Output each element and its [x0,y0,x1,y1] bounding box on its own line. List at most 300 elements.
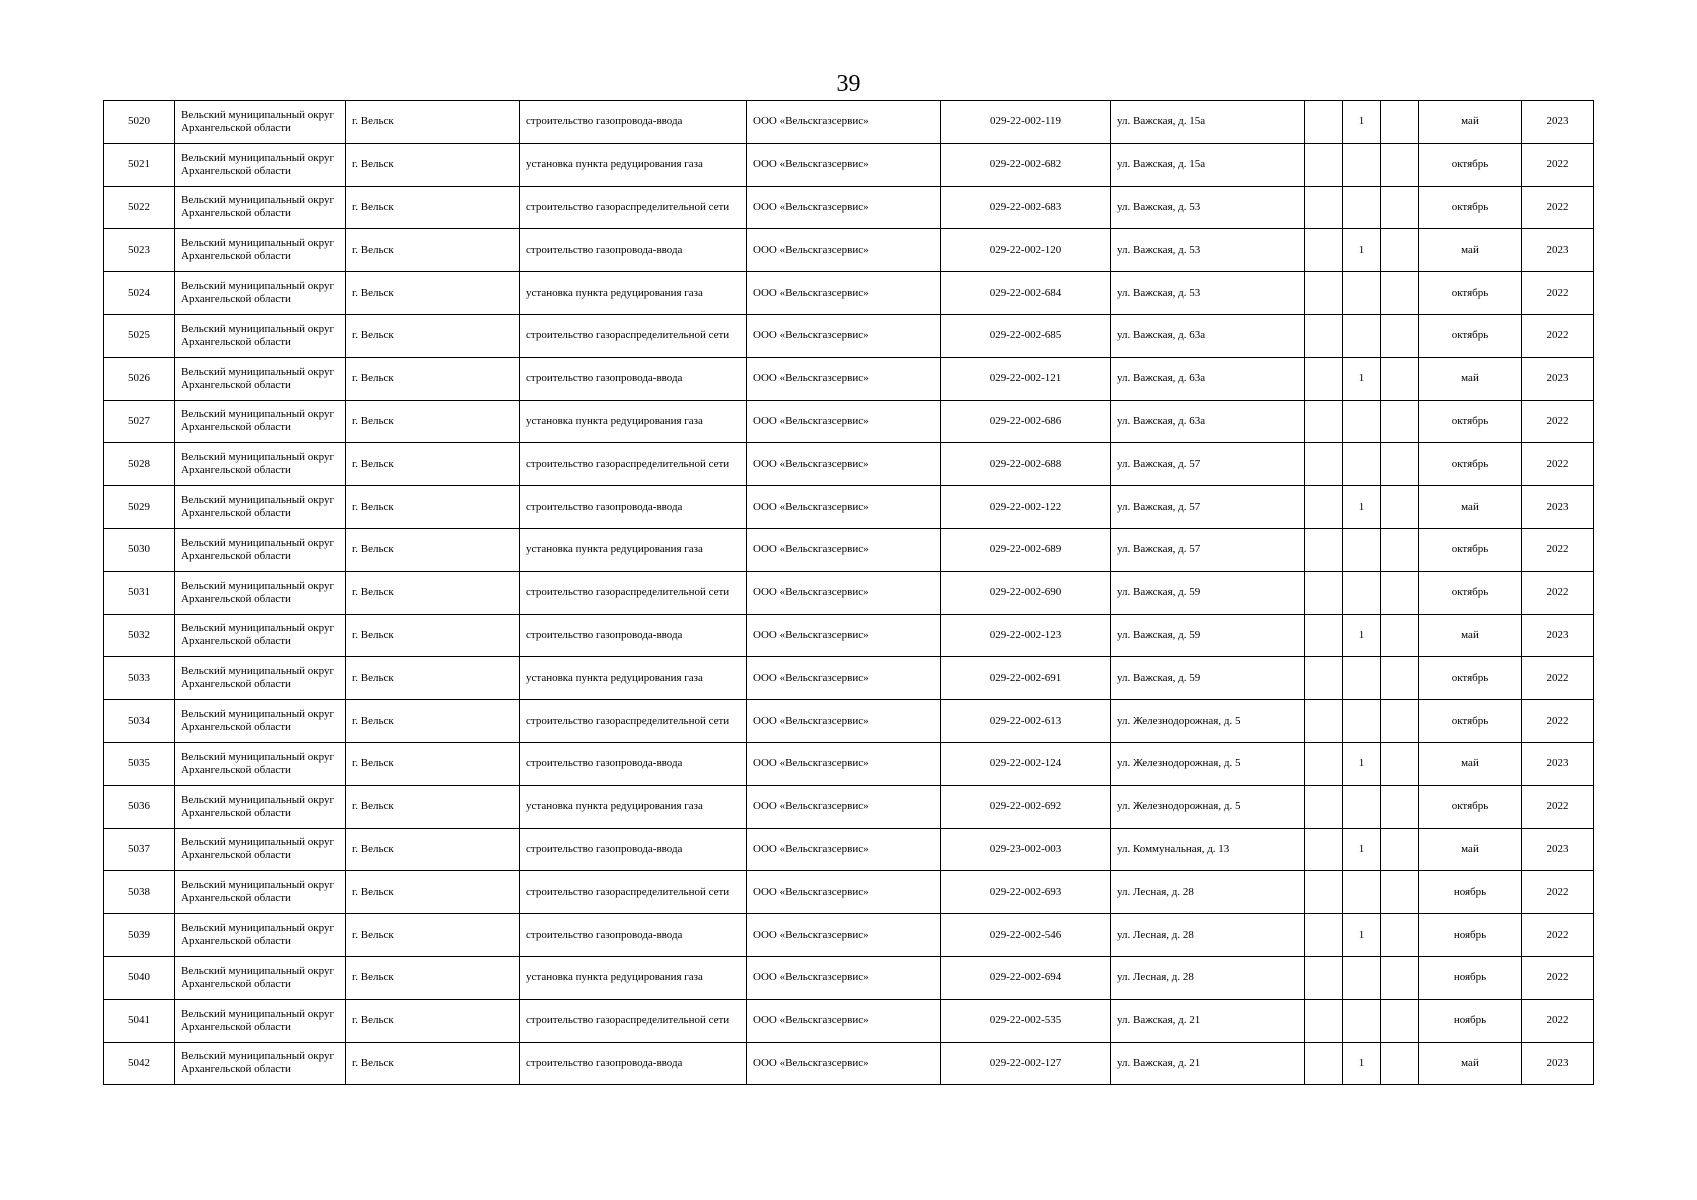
object-code-cell: 029-22-002-121 [941,357,1111,400]
address-cell: ул. Железнодорожная, д. 5 [1111,742,1305,785]
table-row [104,871,1594,914]
month-cell: октябрь [1419,657,1522,700]
empty-cell [1305,785,1343,828]
quantity-cell: 1 [1343,357,1381,400]
district-cell: Вельский муниципальный округ Архангельской области [175,571,346,614]
work-type-cell: строительство газораспределительной сети [520,443,747,486]
district-cell: Вельский муниципальный округ Архангельской области [175,614,346,657]
address-cell: ул. Лесная, д. 28 [1111,956,1305,999]
empty-cell [1305,272,1343,315]
quantity-cell [1343,528,1381,571]
district-cell: Вельский муниципальный округ Архангельской области [175,700,346,743]
year-cell: 2022 [1522,914,1594,957]
organization-cell: ООО «Вельскгазсервис» [747,742,941,785]
organization-cell: ООО «Вельскгазсервис» [747,229,941,272]
row-number: 5032 [104,614,175,657]
city-cell: г. Вельск [346,528,520,571]
row-number: 5026 [104,357,175,400]
empty-cell [1381,742,1419,785]
row-number: 5027 [104,400,175,443]
address-cell: ул. Важская, д. 59 [1111,571,1305,614]
year-cell: 2022 [1522,700,1594,743]
district-cell: Вельский муниципальный округ Архангельской области [175,871,346,914]
month-cell: ноябрь [1419,999,1522,1042]
object-code-cell: 029-22-002-685 [941,314,1111,357]
work-type-cell: строительство газопровода-ввода [520,1042,747,1085]
address-cell: ул. Важская, д. 63а [1111,357,1305,400]
year-cell: 2022 [1522,400,1594,443]
empty-cell [1381,999,1419,1042]
table-body [104,101,1594,1085]
district-cell: Вельский муниципальный округ Архангельской области [175,999,346,1042]
empty-cell [1305,314,1343,357]
row-number: 5029 [104,486,175,529]
empty-cell [1305,657,1343,700]
city-cell: г. Вельск [346,956,520,999]
district-cell: Вельский муниципальный округ Архангельской области [175,357,346,400]
district-cell: Вельский муниципальный округ Архангельской области [175,314,346,357]
empty-cell [1305,1042,1343,1085]
empty-cell [1381,443,1419,486]
quantity-cell: 1 [1343,229,1381,272]
table-row [104,614,1594,657]
empty-cell [1381,956,1419,999]
quantity-cell [1343,571,1381,614]
year-cell: 2022 [1522,999,1594,1042]
district-cell: Вельский муниципальный округ Архангельской области [175,186,346,229]
empty-cell [1381,871,1419,914]
quantity-cell [1343,400,1381,443]
month-cell: октябрь [1419,272,1522,315]
empty-cell [1305,143,1343,186]
empty-cell [1381,614,1419,657]
district-cell: Вельский муниципальный округ Архангельской области [175,528,346,571]
empty-cell [1305,742,1343,785]
organization-cell: ООО «Вельскгазсервис» [747,486,941,529]
object-code-cell: 029-22-002-689 [941,528,1111,571]
row-number: 5037 [104,828,175,871]
organization-cell: ООО «Вельскгазсервис» [747,657,941,700]
empty-cell [1381,1042,1419,1085]
organization-cell: ООО «Вельскгазсервис» [747,914,941,957]
empty-cell [1305,400,1343,443]
work-type-cell: строительство газораспределительной сети [520,571,747,614]
month-cell: май [1419,229,1522,272]
empty-cell [1381,914,1419,957]
organization-cell: ООО «Вельскгазсервис» [747,571,941,614]
empty-cell [1305,999,1343,1042]
city-cell: г. Вельск [346,143,520,186]
year-cell: 2023 [1522,229,1594,272]
district-cell: Вельский муниципальный округ Архангельской области [175,828,346,871]
organization-cell: ООО «Вельскгазсервис» [747,785,941,828]
organization-cell: ООО «Вельскгазсервис» [747,101,941,144]
address-cell: ул. Важская, д. 59 [1111,614,1305,657]
row-number: 5023 [104,229,175,272]
quantity-cell [1343,956,1381,999]
year-cell: 2022 [1522,785,1594,828]
object-code-cell: 029-22-002-688 [941,443,1111,486]
address-cell: ул. Важская, д. 21 [1111,1042,1305,1085]
table-row [104,272,1594,315]
table-row [104,101,1594,144]
empty-cell [1381,186,1419,229]
table-row [104,999,1594,1042]
row-number: 5025 [104,314,175,357]
quantity-cell [1343,186,1381,229]
city-cell: г. Вельск [346,871,520,914]
table-row [104,357,1594,400]
city-cell: г. Вельск [346,229,520,272]
city-cell: г. Вельск [346,785,520,828]
row-number: 5039 [104,914,175,957]
organization-cell: ООО «Вельскгазсервис» [747,186,941,229]
district-cell: Вельский муниципальный округ Архангельской области [175,657,346,700]
object-code-cell: 029-22-002-122 [941,486,1111,529]
year-cell: 2022 [1522,272,1594,315]
organization-cell: ООО «Вельскгазсервис» [747,614,941,657]
table-row [104,528,1594,571]
row-number: 5028 [104,443,175,486]
quantity-cell [1343,657,1381,700]
organization-cell: ООО «Вельскгазсервис» [747,443,941,486]
district-cell: Вельский муниципальный округ Архангельской области [175,914,346,957]
month-cell: октябрь [1419,528,1522,571]
object-code-cell: 029-22-002-613 [941,700,1111,743]
row-number: 5041 [104,999,175,1042]
district-cell: Вельский муниципальный округ Архангельской области [175,742,346,785]
empty-cell [1381,314,1419,357]
month-cell: октябрь [1419,143,1522,186]
city-cell: г. Вельск [346,914,520,957]
address-cell: ул. Важская, д. 53 [1111,272,1305,315]
empty-cell [1305,443,1343,486]
table-row [104,914,1594,957]
table-row [104,143,1594,186]
object-code-cell: 029-22-002-535 [941,999,1111,1042]
organization-cell: ООО «Вельскгазсервис» [747,1042,941,1085]
quantity-cell: 1 [1343,101,1381,144]
row-number: 5036 [104,785,175,828]
address-cell: ул. Железнодорожная, д. 5 [1111,700,1305,743]
city-cell: г. Вельск [346,828,520,871]
work-type-cell: строительство газопровода-ввода [520,614,747,657]
empty-cell [1305,186,1343,229]
district-cell: Вельский муниципальный округ Архангельской области [175,486,346,529]
object-code-cell: 029-22-002-124 [941,742,1111,785]
organization-cell: ООО «Вельскгазсервис» [747,314,941,357]
row-number: 5034 [104,700,175,743]
city-cell: г. Вельск [346,742,520,785]
row-number: 5033 [104,657,175,700]
quantity-cell [1343,999,1381,1042]
work-type-cell: установка пункта редуцирования газа [520,143,747,186]
city-cell: г. Вельск [346,486,520,529]
work-type-cell: установка пункта редуцирования газа [520,785,747,828]
quantity-cell [1343,700,1381,743]
city-cell: г. Вельск [346,443,520,486]
address-cell: ул. Важская, д. 57 [1111,486,1305,529]
row-number: 5040 [104,956,175,999]
district-cell: Вельский муниципальный округ Архангельской области [175,143,346,186]
page-number: 39 [836,71,861,97]
city-cell: г. Вельск [346,700,520,743]
work-type-cell: строительство газопровода-ввода [520,914,747,957]
table-row [104,657,1594,700]
object-code-cell: 029-22-002-690 [941,571,1111,614]
year-cell: 2022 [1522,871,1594,914]
row-number: 5035 [104,742,175,785]
work-type-cell: строительство газораспределительной сети [520,700,747,743]
address-cell: ул. Лесная, д. 28 [1111,914,1305,957]
year-cell: 2023 [1522,742,1594,785]
city-cell: г. Вельск [346,314,520,357]
work-type-cell: строительство газопровода-ввода [520,229,747,272]
empty-cell [1381,571,1419,614]
quantity-cell: 1 [1343,742,1381,785]
work-type-cell: установка пункта редуцирования газа [520,400,747,443]
empty-cell [1305,828,1343,871]
empty-cell [1381,657,1419,700]
empty-cell [1305,871,1343,914]
table-row [104,186,1594,229]
row-number: 5022 [104,186,175,229]
year-cell: 2023 [1522,828,1594,871]
address-cell: ул. Важская, д. 15а [1111,143,1305,186]
address-cell: ул. Важская, д. 57 [1111,443,1305,486]
row-number: 5031 [104,571,175,614]
work-type-cell: установка пункта редуцирования газа [520,272,747,315]
organization-cell: ООО «Вельскгазсервис» [747,357,941,400]
quantity-cell: 1 [1343,1042,1381,1085]
organization-cell: ООО «Вельскгазсервис» [747,528,941,571]
work-type-cell: строительство газораспределительной сети [520,871,747,914]
city-cell: г. Вельск [346,657,520,700]
year-cell: 2022 [1522,657,1594,700]
year-cell: 2022 [1522,443,1594,486]
city-cell: г. Вельск [346,101,520,144]
district-cell: Вельский муниципальный округ Архангельской области [175,443,346,486]
district-cell: Вельский муниципальный округ Архангельской области [175,101,346,144]
month-cell: октябрь [1419,400,1522,443]
district-cell: Вельский муниципальный округ Архангельской области [175,1042,346,1085]
city-cell: г. Вельск [346,571,520,614]
month-cell: октябрь [1419,700,1522,743]
quantity-cell [1343,314,1381,357]
table-row [104,571,1594,614]
month-cell: ноябрь [1419,914,1522,957]
address-cell: ул. Важская, д. 63а [1111,314,1305,357]
empty-cell [1305,571,1343,614]
table-row [104,700,1594,743]
table-row [104,1042,1594,1085]
object-code-cell: 029-22-002-686 [941,400,1111,443]
object-code-cell: 029-22-002-684 [941,272,1111,315]
empty-cell [1381,486,1419,529]
month-cell: октябрь [1419,443,1522,486]
table-row [104,785,1594,828]
empty-cell [1305,614,1343,657]
object-code-cell: 029-22-002-119 [941,101,1111,144]
month-cell: май [1419,828,1522,871]
work-type-cell: строительство газораспределительной сети [520,314,747,357]
object-code-cell: 029-22-002-683 [941,186,1111,229]
object-code-cell: 029-22-002-694 [941,956,1111,999]
district-cell: Вельский муниципальный округ Архангельской области [175,400,346,443]
address-cell: ул. Важская, д. 57 [1111,528,1305,571]
row-number: 5024 [104,272,175,315]
empty-cell [1305,101,1343,144]
organization-cell: ООО «Вельскгазсервис» [747,828,941,871]
quantity-cell [1343,443,1381,486]
address-cell: ул. Важская, д. 15а [1111,101,1305,144]
empty-cell [1381,143,1419,186]
object-code-cell: 029-22-002-120 [941,229,1111,272]
city-cell: г. Вельск [346,1042,520,1085]
district-cell: Вельский муниципальный округ Архангельской области [175,956,346,999]
quantity-cell: 1 [1343,614,1381,657]
work-type-cell: строительство газопровода-ввода [520,486,747,529]
month-cell: октябрь [1419,571,1522,614]
district-cell: Вельский муниципальный округ Архангельской области [175,229,346,272]
address-cell: ул. Железнодорожная, д. 5 [1111,785,1305,828]
quantity-cell [1343,143,1381,186]
district-cell: Вельский муниципальный округ Архангельской области [175,272,346,315]
work-type-cell: строительство газопровода-ввода [520,357,747,400]
address-cell: ул. Важская, д. 21 [1111,999,1305,1042]
object-code-cell: 029-22-002-546 [941,914,1111,957]
table-row [104,443,1594,486]
empty-cell [1305,956,1343,999]
year-cell: 2022 [1522,571,1594,614]
empty-cell [1381,272,1419,315]
work-type-cell: установка пункта редуцирования газа [520,528,747,571]
empty-cell [1305,229,1343,272]
empty-cell [1381,828,1419,871]
quantity-cell [1343,785,1381,828]
address-cell: ул. Важская, д. 59 [1111,657,1305,700]
empty-cell [1381,357,1419,400]
quantity-cell: 1 [1343,486,1381,529]
organization-cell: ООО «Вельскгазсервис» [747,956,941,999]
empty-cell [1381,528,1419,571]
quantity-cell: 1 [1343,828,1381,871]
quantity-cell [1343,272,1381,315]
month-cell: май [1419,1042,1522,1085]
organization-cell: ООО «Вельскгазсервис» [747,700,941,743]
address-cell: ул. Важская, д. 53 [1111,229,1305,272]
row-number: 5030 [104,528,175,571]
address-cell: ул. Коммунальная, д. 13 [1111,828,1305,871]
month-cell: май [1419,614,1522,657]
row-number: 5021 [104,143,175,186]
object-code-cell: 029-22-002-123 [941,614,1111,657]
organization-cell: ООО «Вельскгазсервис» [747,999,941,1042]
row-number: 5020 [104,101,175,144]
year-cell: 2023 [1522,1042,1594,1085]
object-code-cell: 029-22-002-692 [941,785,1111,828]
empty-cell [1381,400,1419,443]
work-type-cell: строительство газораспределительной сети [520,999,747,1042]
organization-cell: ООО «Вельскгазсервис» [747,400,941,443]
empty-cell [1381,785,1419,828]
city-cell: г. Вельск [346,272,520,315]
year-cell: 2022 [1522,956,1594,999]
table-row [104,400,1594,443]
address-cell: ул. Важская, д. 63а [1111,400,1305,443]
quantity-cell: 1 [1343,914,1381,957]
table-row [104,956,1594,999]
month-cell: ноябрь [1419,871,1522,914]
city-cell: г. Вельск [346,400,520,443]
empty-cell [1305,486,1343,529]
empty-cell [1381,700,1419,743]
object-code-cell: 029-22-002-127 [941,1042,1111,1085]
empty-cell [1305,357,1343,400]
table-row [104,229,1594,272]
work-type-cell: установка пункта редуцирования газа [520,657,747,700]
empty-cell [1381,101,1419,144]
quantity-cell [1343,871,1381,914]
work-type-cell: строительство газопровода-ввода [520,101,747,144]
year-cell: 2022 [1522,314,1594,357]
address-cell: ул. Важская, д. 53 [1111,186,1305,229]
month-cell: май [1419,486,1522,529]
city-cell: г. Вельск [346,357,520,400]
address-cell: ул. Лесная, д. 28 [1111,871,1305,914]
work-type-cell: строительство газопровода-ввода [520,828,747,871]
month-cell: май [1419,742,1522,785]
object-code-cell: 029-22-002-691 [941,657,1111,700]
month-cell: октябрь [1419,785,1522,828]
empty-cell [1305,914,1343,957]
year-cell: 2023 [1522,614,1594,657]
year-cell: 2022 [1522,143,1594,186]
empty-cell [1305,700,1343,743]
table-row [104,314,1594,357]
year-cell: 2023 [1522,101,1594,144]
year-cell: 2022 [1522,528,1594,571]
work-type-cell: строительство газораспределительной сети [520,186,747,229]
city-cell: г. Вельск [346,186,520,229]
object-code-cell: 029-23-002-003 [941,828,1111,871]
organization-cell: ООО «Вельскгазсервис» [747,143,941,186]
row-number: 5042 [104,1042,175,1085]
table-row [104,828,1594,871]
data-table [103,100,1594,1085]
year-cell: 2023 [1522,486,1594,529]
row-number: 5038 [104,871,175,914]
organization-cell: ООО «Вельскгазсервис» [747,272,941,315]
object-code-cell: 029-22-002-693 [941,871,1111,914]
month-cell: октябрь [1419,186,1522,229]
year-cell: 2023 [1522,357,1594,400]
month-cell: ноябрь [1419,956,1522,999]
month-cell: октябрь [1419,314,1522,357]
table-row [104,486,1594,529]
table-row [104,742,1594,785]
city-cell: г. Вельск [346,614,520,657]
object-code-cell: 029-22-002-682 [941,143,1111,186]
year-cell: 2022 [1522,186,1594,229]
month-cell: май [1419,357,1522,400]
district-cell: Вельский муниципальный округ Архангельской области [175,785,346,828]
month-cell: май [1419,101,1522,144]
work-type-cell: строительство газопровода-ввода [520,742,747,785]
empty-cell [1305,528,1343,571]
city-cell: г. Вельск [346,999,520,1042]
work-type-cell: установка пункта редуцирования газа [520,956,747,999]
